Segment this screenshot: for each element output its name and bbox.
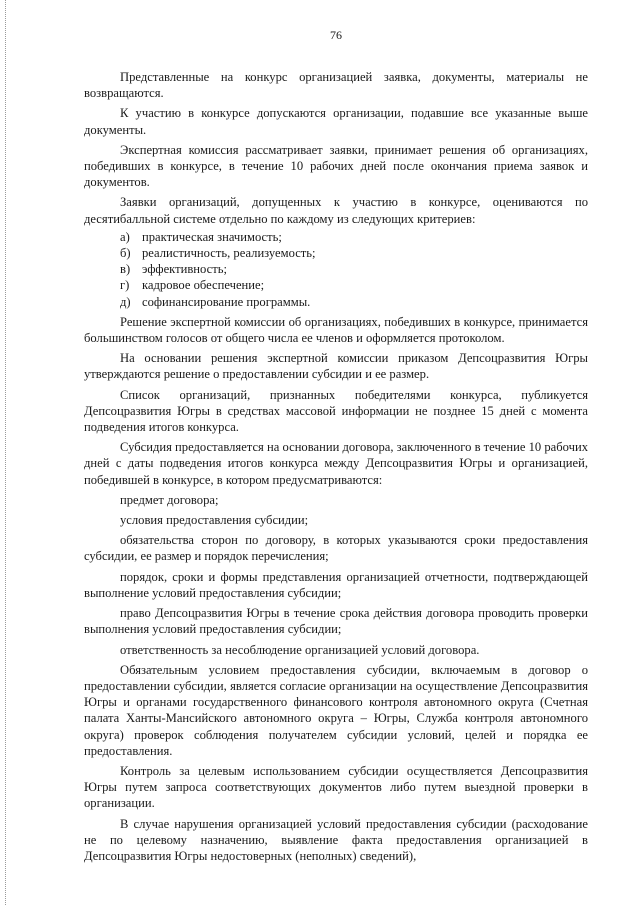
criteria-list: [84, 229, 588, 310]
paragraph-evaluation-criteria: Заявки организаций, допущенных к участию в конкурсе, оцениваются по десятибалльной системе отдельно по каждому из следующих критериев:: [84, 195, 588, 226]
document-body: [84, 69, 588, 864]
criteria-text: эффективность;: [142, 262, 227, 277]
criteria-text: практическая значимость;: [142, 229, 282, 244]
criteria-text: реалистичность, реализуемость;: [142, 246, 316, 261]
page-number: 76: [330, 28, 342, 42]
paragraph-materials-not-returned: Представленные на конкурс организацией заявка, документы, материалы не возвращаются.: [84, 70, 588, 101]
paragraph-order-approval: На основании решения экспертной комиссии приказом Депсоцразвития Югры утверждаются решение о предоставлении субсидии и ее размер.: [84, 351, 588, 382]
criteria-marker: д): [120, 294, 131, 309]
criteria-text: кадровое обеспечение;: [142, 278, 265, 293]
paragraph-commission-review: Экспертная комиссия рассматривает заявки, принимает решения об организациях, победивших в конкурсе, в течение 10 рабочих дней после окончания приема заявок и документов.: [84, 142, 588, 190]
paragraph-violation-case: В случае нарушения организацией условий предоставления субсидии (расходование не по целевому назначению, выявление факта предоставления организацией в Депсоцразвития Югры недостоверных (неполных) сведений),: [84, 816, 588, 863]
criteria-item: [84, 261, 588, 277]
criteria-marker: а): [120, 229, 130, 244]
contract-term: право Депсоцразвития Югры в течение срока действия договора проводить проверки выполнения условий предоставления субсидии;: [84, 606, 588, 637]
contract-term: ответственность за несоблюдение организацией условий договора.: [120, 642, 480, 657]
contract-terms-list: [84, 492, 588, 658]
paragraph-mandatory-condition: Обязательным условием предоставления субсидии, включаемым в договор о предоставлении субсидии, является согласие организации на осуществление Депсоцразвития Югры и органами государственного финансового контроля автономного округа (Счетная палата Ханты-Мансийского автономного округа – Югры, Служба контроля автономного округа) проверок соблюдения получателем субсидии условий, целей и порядка ее предоставления.: [84, 662, 588, 758]
criteria-marker: б): [120, 246, 131, 261]
criteria-text: софинансирование программы.: [142, 294, 311, 309]
contract-term: предмет договора;: [120, 492, 219, 507]
contract-term: порядок, сроки и формы представления организацией отчетности, подтверждающей выполнение условий предоставления субсидии;: [84, 569, 588, 600]
criteria-marker: г): [120, 278, 130, 293]
criteria-item: [84, 245, 588, 261]
contract-term: обязательства сторон по договору, в которых указываются сроки предоставления субсидии, ее размер и порядок перечисления;: [84, 533, 588, 564]
paragraph-admission: К участию в конкурсе допускаются организации, подавшие все указанные выше документы.: [84, 106, 588, 137]
criteria-item: [84, 294, 588, 310]
paragraph-subsidy-contract: Субсидия предоставляется на основании договора, заключенного в течение 10 рабочих дней с даты подведения итогов конкурса между Депсоцразвития Югры и организацией, победившей в конкурсе, в котором предусматриваются:: [84, 440, 588, 487]
paragraph-target-use-control: Контроль за целевым использованием субсидии осуществляется Депсоцразвития Югры путем запроса соответствующих документов либо путем выездной проверки в организации.: [84, 763, 588, 811]
paragraph-winners-publication: Список организаций, признанных победителями конкурса, публикуется Депсоцразвития Югры в средствах массовой информации не позднее 15 дней с момента подведения итогов конкурса.: [84, 387, 588, 435]
contract-term: условия предоставления субсидии;: [120, 513, 309, 528]
criteria-marker: в): [120, 262, 131, 277]
paragraph-decision-majority: Решение экспертной комиссии об организациях, победивших в конкурсе, принимается большинством голосов от общего числа ее членов и оформляется протоколом.: [84, 314, 588, 346]
criteria-item: [84, 277, 588, 293]
criteria-item: [84, 229, 588, 245]
